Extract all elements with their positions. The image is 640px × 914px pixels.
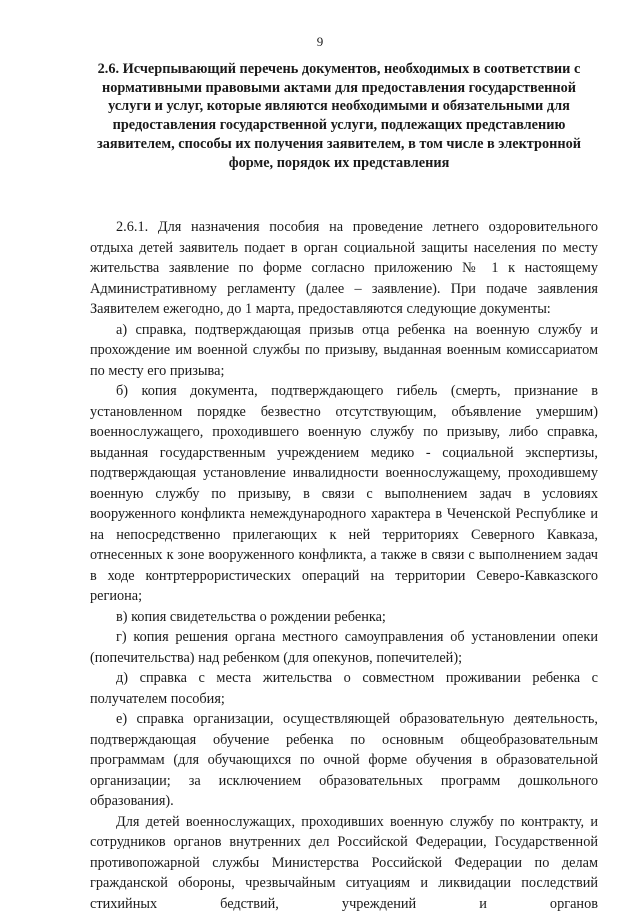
list-item-b: б) копия документа, подтверждающего гибель (смерть, признание в установленном порядке безвестно отсутствующим, объявление умершим) военнослужащего, проходившего военную службу по призыву, либо справка, выданная государственным учреждением медико - социальной экспертизы, подтверждающая установление инвалидности военнослужащему, проходившему военную службу по призыву, в связи с выполнением задач в условиях вооруженного конфликта немеждународного характера в Чеченской Республике и на непосредственно прилегающих к ней территориях Северного Кавказа, отнесенных к зоне вооруженного конфликта, а также в связи с выполнением задач в ходе контртеррористических операций на территории Северо-Кавказского региона; [90, 381, 598, 607]
list-item-d: д) справка с места жительства о совместном проживании ребенка с получателем пособия; [90, 668, 598, 709]
page-number: 9 [0, 34, 640, 50]
paragraph-2-6-1: 2.6.1. Для назначения пособия на проведение летнего оздоровительного отдыха детей заявитель подает в орган социальной защиты населения по месту жительства заявление по форме согласно приложению № 1 к настоящему Административному регламенту (далее – заявление). При подаче заявления Заявителем ежегодно, до 1 марта, предоставляются следующие документы: [90, 217, 598, 320]
list-item-g: г) копия решения органа местного самоуправления об установлении опеки (попечительства) над ребенком (для опекунов, попечителей); [90, 627, 598, 668]
list-item-a: а) справка, подтверждающая призыв отца ребенка на военную службу и прохождение им военной службы по призыву, выданная военным комиссариатом по месту его призыва; [90, 320, 598, 382]
document-body [90, 217, 598, 914]
section-heading: 2.6. Исчерпывающий перечень документов, необходимых в соответствии с нормативными правовыми актами для предоставления государственной услуги и услуг, которые являются необходимыми и обязательными для предоставления государственной услуги, подлежащих представлению заявителем, способы их получения заявителем, в том числе в электронной форме, порядок их представления [84, 60, 594, 172]
paragraph-military-children: Для детей военнослужащих, проходивших военную службу по контракту, и сотрудников органов внутренних дел Российской Федерации, Государственной противопожарной службы Министерства Российской Федерации по делам гражданской обороны, чрезвычайным ситуациям и ликвидации последствий стихийных бедствий, учреждений и органов [90, 812, 598, 914]
list-item-v: в) копия свидетельства о рождении ребенка; [90, 607, 598, 628]
list-item-e: е) справка организации, осуществляющей образовательную деятельность, подтверждающая обучение ребенка по основным общеобразовательным программам (для обучающихся по очной форме обучения в образовательной организации; за исключением образовательных программ дошкольного образования). [90, 709, 598, 812]
